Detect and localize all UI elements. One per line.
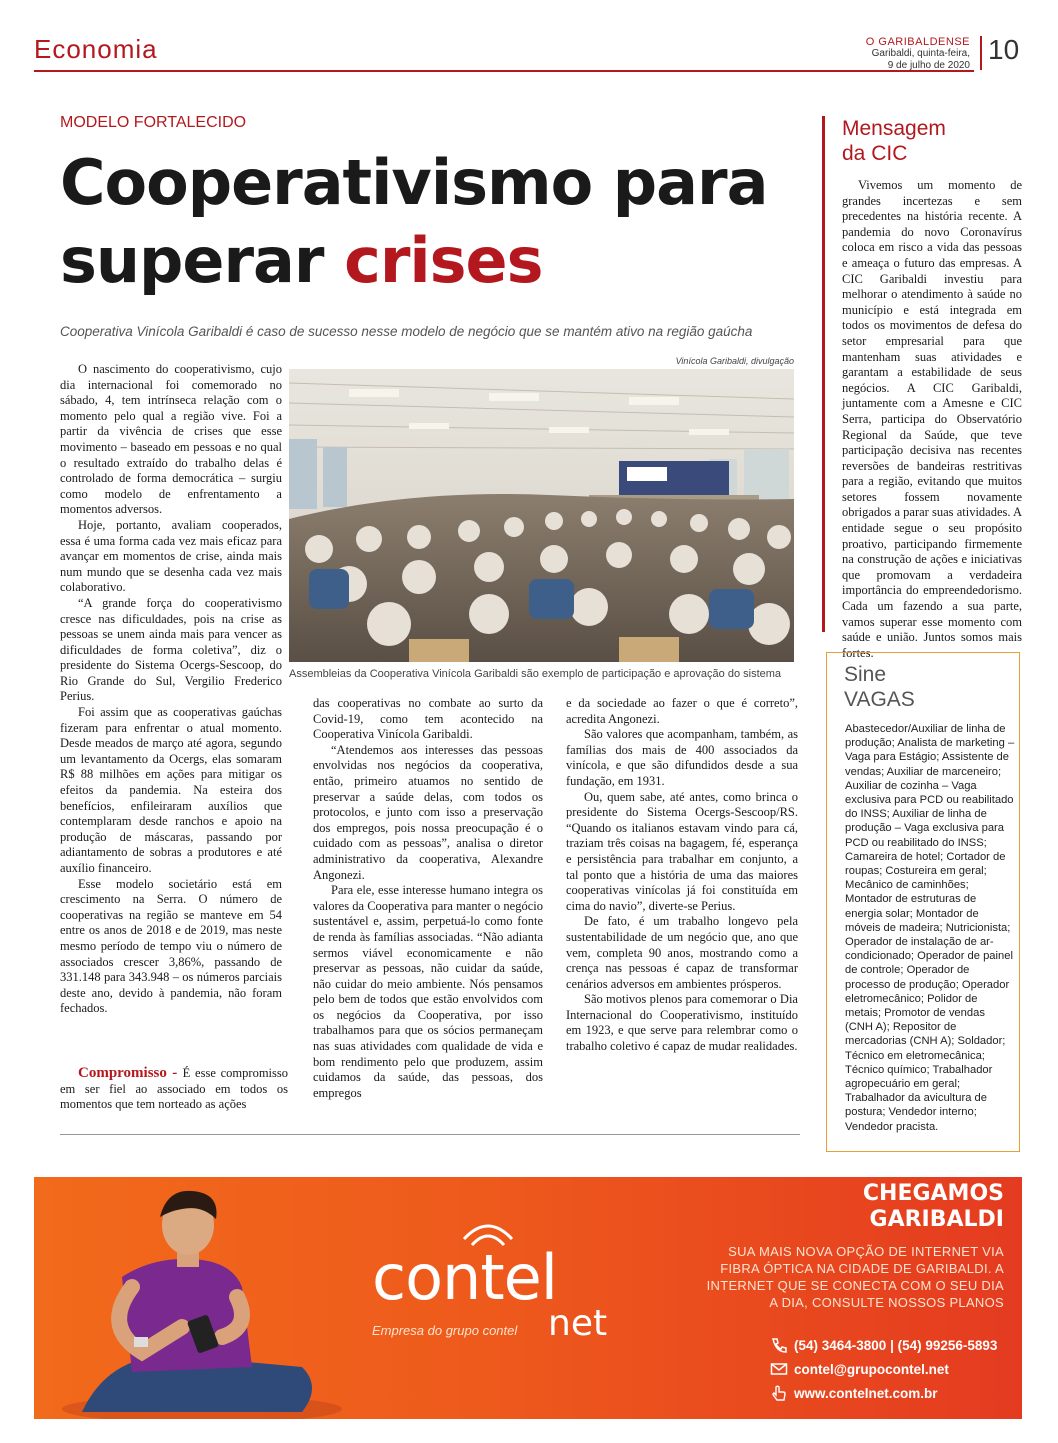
sine-title <box>844 662 915 712</box>
ad-headline-line-1: CHEGAMOS <box>862 1181 1004 1206</box>
dateline-2: 9 de julho de 2020 <box>887 60 970 71</box>
article-column-1 <box>60 362 282 1017</box>
contel-ad[interactable] <box>34 1177 1022 1419</box>
cic-message-text: Vivemos um momento de grandes incertezas e sem precedentes na história recente. A pandemia do novo Coronavírus coloca em risco a vida das pessoas e ameaça o futuro das empresas. A CIC Garibaldi investiu para melhorar o atendimento à saúde no município e está integrada em todos os movimentos de defesa do setor empresarial para que mantenham suas atividades e garantam a estabilidade de seus negócios. A CIC Garibaldi, juntamente com a Amesne e CIC Serra, participa do Observatório Regional da Saúde, que teve participação decisiva nas recentes reversões de bandeiras restritivas para a região, evitando que muitos setores fossem novamente obrigados a parar suas atividades. A entidade segue o seu propósito proativo, participando firmemente na construção de ações e iniciativas que promovam a verdadeira importância do empreendedorismo. Cada um fazendo a sua parte, vamos superar esse momento com saúde e união. Juntos somos mais fortes. <box>842 178 1022 660</box>
article-kicker: MODELO FORTALECIDO <box>60 114 247 131</box>
headline-text: Cooperativismo para superar <box>60 146 768 297</box>
cic-title <box>842 116 946 166</box>
paper-name: O GARIBALDENSE <box>865 36 970 48</box>
contel-tagline: Empresa do grupo contel <box>372 1323 518 1338</box>
ad-website-text[interactable]: www.contelnet.com.br <box>794 1385 938 1401</box>
ad-phone[interactable] <box>770 1337 997 1353</box>
compromisso-heading: Compromisso - <box>78 1065 183 1081</box>
page-number-separator <box>980 36 982 70</box>
sine-title-line-1: Sine <box>844 663 887 686</box>
paragraph: O nascimento do cooperativismo, cujo dia internacional foi comemorado no sábado, 4, tem intrínseca relação com o momento pelo qual a região vive. Foi a partir da vivência de crises que esse movimento – baseado em pessoas e no qual o resultado extraído do trabalho delas é controlado de forma democrática – surgiu como modelo de enfrentamento a momentos adversos. <box>60 362 282 517</box>
masthead <box>866 36 970 72</box>
section-title: Economia <box>34 34 158 64</box>
photo-caption: Assembleias da Cooperativa Vinícola Garibaldi são exemplo de participação e aprovação do sistema <box>289 668 782 680</box>
section-rule <box>34 70 974 72</box>
paragraph: “A grande força do cooperativismo cresce nas dificuldades, pois na crise as pessoas se unem ainda mais para vencer as dificuldades de forma coletiva”, diz o presidente do Sistema Ocergs-Sescoop, do Rio Grande do Sul, Vergilio Frederico Perius. <box>60 595 282 704</box>
article-divider <box>60 1134 800 1135</box>
paragraph: Esse modelo societário está em crescimento na Serra. O número de cooperativas na região se manteve em 54 entre os anos de 2018 e de 2019, mas neste mesmo período de tempo viu o número de associados crescer 3,86%, passando de 331.148 para 343.948 – os números parciais deste ano, devido à pandemia, não foram fechados. <box>60 876 282 1016</box>
paragraph: Hoje, portanto, avaliam cooperados, essa é uma forma cada vez mais eficaz para avançar em momentos de crise, ainda mais num mundo que se desenha cada vez mais colaborativo. <box>60 517 282 595</box>
compromisso-block <box>60 1066 288 1113</box>
assembly-photo <box>289 369 794 662</box>
sine-vacancies: Abastecedor/Auxiliar de linha de produção; Analista de marketing – Vaga para Estágio; Assistente de vendas; Auxiliar de marceneiro; Auxiliar de cozinha – Vaga exclusiva para PCD ou reabilitado do INSS; Auxiliar de linha de produção – Vaga exclusiva para PCD ou reabilitado do INSS; Camareira de hotel; Cortador de roupas; Costureira em geral; Mecânico de caminhões; Montador de estruturas de energia solar; Montador de móveis de madeira; Nutricionista; Operador de instalação de ar-condicionado; Operador de painel de controle; Operador de processo de produção; Operador eletromecânico; Polidor de metais; Promotor de vendas (CNH A); Repositor de mercadorias (CNH A); Soldador; Técnico em eletromecânica; Técnico químico; Trabalhador agropecuário em geral; Trabalhador da avicultura de postura; Vendedor interno; Vendedor pracista. <box>845 723 1015 1133</box>
paragraph: São motivos plenos para comemorar o Dia Internacional do Cooperativismo, instituído em 1923, e que serve para relembrar como o trabalho coletivo é capaz de mudar realidades. <box>566 992 798 1054</box>
cic-title-line-2: da CIC <box>842 142 908 165</box>
dateline-1: Garibaldi, quinta-feira, <box>871 48 970 59</box>
ad-email[interactable] <box>770 1361 949 1377</box>
article-headline <box>60 144 800 300</box>
paragraph: São valores que acompanham, também, as famílias dos mais de 400 associados da vinícola, e que são difundidos desde a sua fundação, em 1931. <box>566 727 798 788</box>
paragraph: e da sociedade ao fazer o que é correto”, acredita Angonezi. <box>566 696 798 726</box>
contel-logo[interactable] <box>372 1215 642 1345</box>
pointer-hand-icon <box>770 1385 788 1401</box>
article-subhead: Cooperativa Vinícola Garibaldi é caso de sucesso nesse modelo de negócio que se mantém ativo na região gaúcha <box>60 324 753 339</box>
contel-logo-text: contel <box>372 1241 557 1314</box>
cic-title-line-1: Mensagem <box>842 117 946 140</box>
article-column-2 <box>313 696 543 1101</box>
paragraph: De fato, é um trabalho longevo pela sustentabilidade de um negócio que, ano que vem, completa 90 anos, mostrando como a crença nas pessoas é capaz de transformar cenários adversos em ambientes prósperos. <box>566 914 798 991</box>
ad-phone-text[interactable]: (54) 3464-3800 | (54) 99256-5893 <box>794 1337 998 1353</box>
paragraph: Foi assim que as cooperativas gaúchas fizeram para enfrentar o atual momento. Desde meados de março até agora, segundo um levantamento da Ocergs, elas somaram R$ 88 milhões em ações para mitigar os efeitos da pandemia. Na esteira dos benefícios, enfileiraram auxílios que contemplaram desde ranchos e apoio na produção de máscaras, passando por adiantamento de sobras a produtores e até auxílio financeiro. <box>60 705 282 875</box>
cic-accent-bar <box>822 116 825 632</box>
article-column-3 <box>566 696 798 1055</box>
page-number: 10 <box>988 34 1020 65</box>
ad-email-text[interactable]: contel@grupocontel.net <box>794 1361 949 1377</box>
compromisso-text: É esse compromisso em ser fiel ao associado em todos os momentos que tem norteado as ações <box>60 1066 288 1112</box>
ad-headline-line-2: GARIBALDI <box>869 1207 1004 1232</box>
mail-icon <box>770 1361 788 1377</box>
headline-accent: crises <box>344 224 543 297</box>
ad-headline <box>804 1181 1004 1233</box>
ad-website[interactable] <box>770 1385 938 1401</box>
person-with-phone-illustration <box>52 1177 352 1419</box>
paragraph: Para ele, esse interesse humano integra os valores da Cooperativa para manter o negócio sustentável e, assim, perpetuá-lo como fonte de renda às famílias associadas. “Não adianta sermos viável economicamente e não preservar as pessoas, não cuidar da saúde, não cuidar do meio ambiente. Nós pensamos pelo bem de todos que estão envolvidos com os negócios da Cooperativa, por isso trabalhamos para que os sócios permaneçam nas suas atividades com qualidade de vida e bom rendimento pelo que produzem, assim cuidamos da saúde, das pessoas, dos empregos <box>313 883 543 1100</box>
cic-message <box>842 178 1022 661</box>
paragraph: Ou, quem sabe, até antes, como brinca o presidente do Sistema Ocergs-Sescoop/RS. “Quando os italianos estavam vindo para cá, traziam três coisas na bagagem, fé, esperança e persistência para trabalhar em conjunto, a tal ponto que a história de uma das maiores cooperativas vinícolas já foi constituída em cima do navio”, diverte-se Perius. <box>566 789 798 913</box>
paragraph: “Atendemos aos interesses das pessoas envolvidas nos negócios da cooperativa, então, primeiro atuamos no sentido de preservar a saúde delas, com todos os protocolos, e junto com isso a preservação dos empregos, pois nossa preocupação é o cuidado com as pessoas”, analisa o diretor administrativo da cooperativa, Alexandre Angonezi. <box>313 742 543 882</box>
paragraph: das cooperativas no combate ao surto da Covid-19, como tem acontecido na Cooperativa Vinícola Garibaldi. <box>313 696 543 742</box>
sine-title-line-2: VAGAS <box>844 688 915 711</box>
ad-copy: SUA MAIS NOVA OPÇÃO DE INTERNET VIA FIBRA ÓPTICA NA CIDADE DE GARIBALDI. A INTERNET QUE SE CONECTA COM O SEU DIA A DIA, CONSULTE NOSSOS PLANOS <box>706 1244 1004 1310</box>
contel-logo-net: net <box>548 1303 608 1344</box>
photo-credit: Vinícola Garibaldi, divulgação <box>675 356 794 366</box>
phone-icon <box>770 1337 788 1353</box>
compromisso-paragraph <box>60 1066 288 1113</box>
